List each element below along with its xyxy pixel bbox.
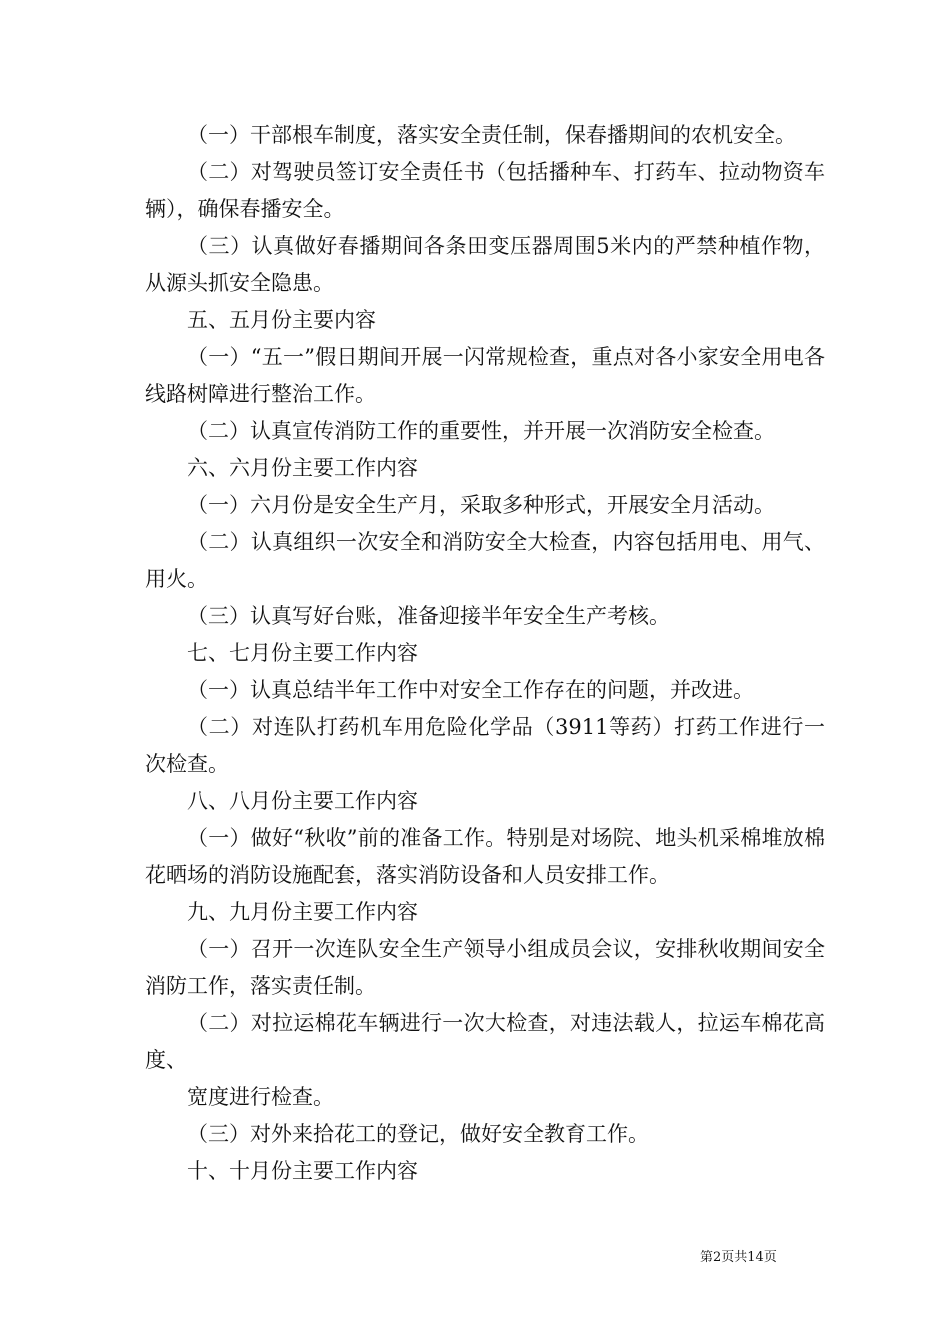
section-heading-october: 十、十月份主要工作内容 <box>187 1159 418 1183</box>
paragraph-5: （二）认真宣传消防工作的重要性，并开展一次消防安全检查。 <box>187 419 775 443</box>
section-heading-july: 七、七月份主要工作内容 <box>187 641 418 665</box>
section-heading-august: 八、八月份主要工作内容 <box>187 789 418 813</box>
paragraph-10: （二）对连队打药机车用危险化学品（3911等药）打药工作进行一次检查。 <box>145 715 825 776</box>
section-heading-may: 五、五月份主要内容 <box>187 308 376 332</box>
paragraph-12: （一）召开一次连队安全生产领导小组成员会议，安排秋收期间安全消防工作，落实责任制。 <box>145 937 825 998</box>
page-number-footer: 第2页共14页 <box>700 1250 777 1265</box>
document-body <box>145 117 825 1190</box>
paragraph-4: （一）“五一”假日期间开展一闪常规检查，重点对各小家安全用电各线路树障进行整治工作。 <box>145 345 825 406</box>
paragraph-6: （一）六月份是安全生产月，采取多种形式，开展安全月活动。 <box>187 493 775 517</box>
paragraph-3: （三）认真做好春播期间各条田变压器周围5米内的严禁种植作物，从源头抓安全隐患。 <box>145 234 825 295</box>
paragraph-14: （三）对外来拾花工的登记，做好安全教育工作。 <box>187 1122 649 1146</box>
section-heading-june: 六、六月份主要工作内容 <box>187 456 418 480</box>
section-heading-september: 九、九月份主要工作内容 <box>187 900 418 924</box>
paragraph-7: （二）认真组织一次安全和消防安全大检查，内容包括用电、用气、用火。 <box>145 530 825 591</box>
paragraph-13: （二）对拉运棉花车辆进行一次大检查，对违法载人，拉运车棉花高度、 <box>145 1011 825 1072</box>
paragraph-8: （三）认真写好台账，准备迎接半年安全生产考核。 <box>187 604 670 628</box>
paragraph-1: （一）干部根车制度，落实安全责任制，保春播期间的农机安全。 <box>187 123 796 147</box>
paragraph-2: （二）对驾驶员签订安全责任书（包括播种车、打药车、拉动物资车辆），确保春播安全。 <box>145 160 825 221</box>
paragraph-9: （一）认真总结半年工作中对安全工作存在的问题，并改进。 <box>187 678 754 702</box>
paragraph-11: （一）做好“秋收”前的准备工作。特别是对场院、地头机采棉堆放棉花晒场的消防设施配套，落实消防设备和人员安排工作。 <box>145 826 825 887</box>
paragraph-13-continued: 宽度进行检查。 <box>187 1085 334 1109</box>
